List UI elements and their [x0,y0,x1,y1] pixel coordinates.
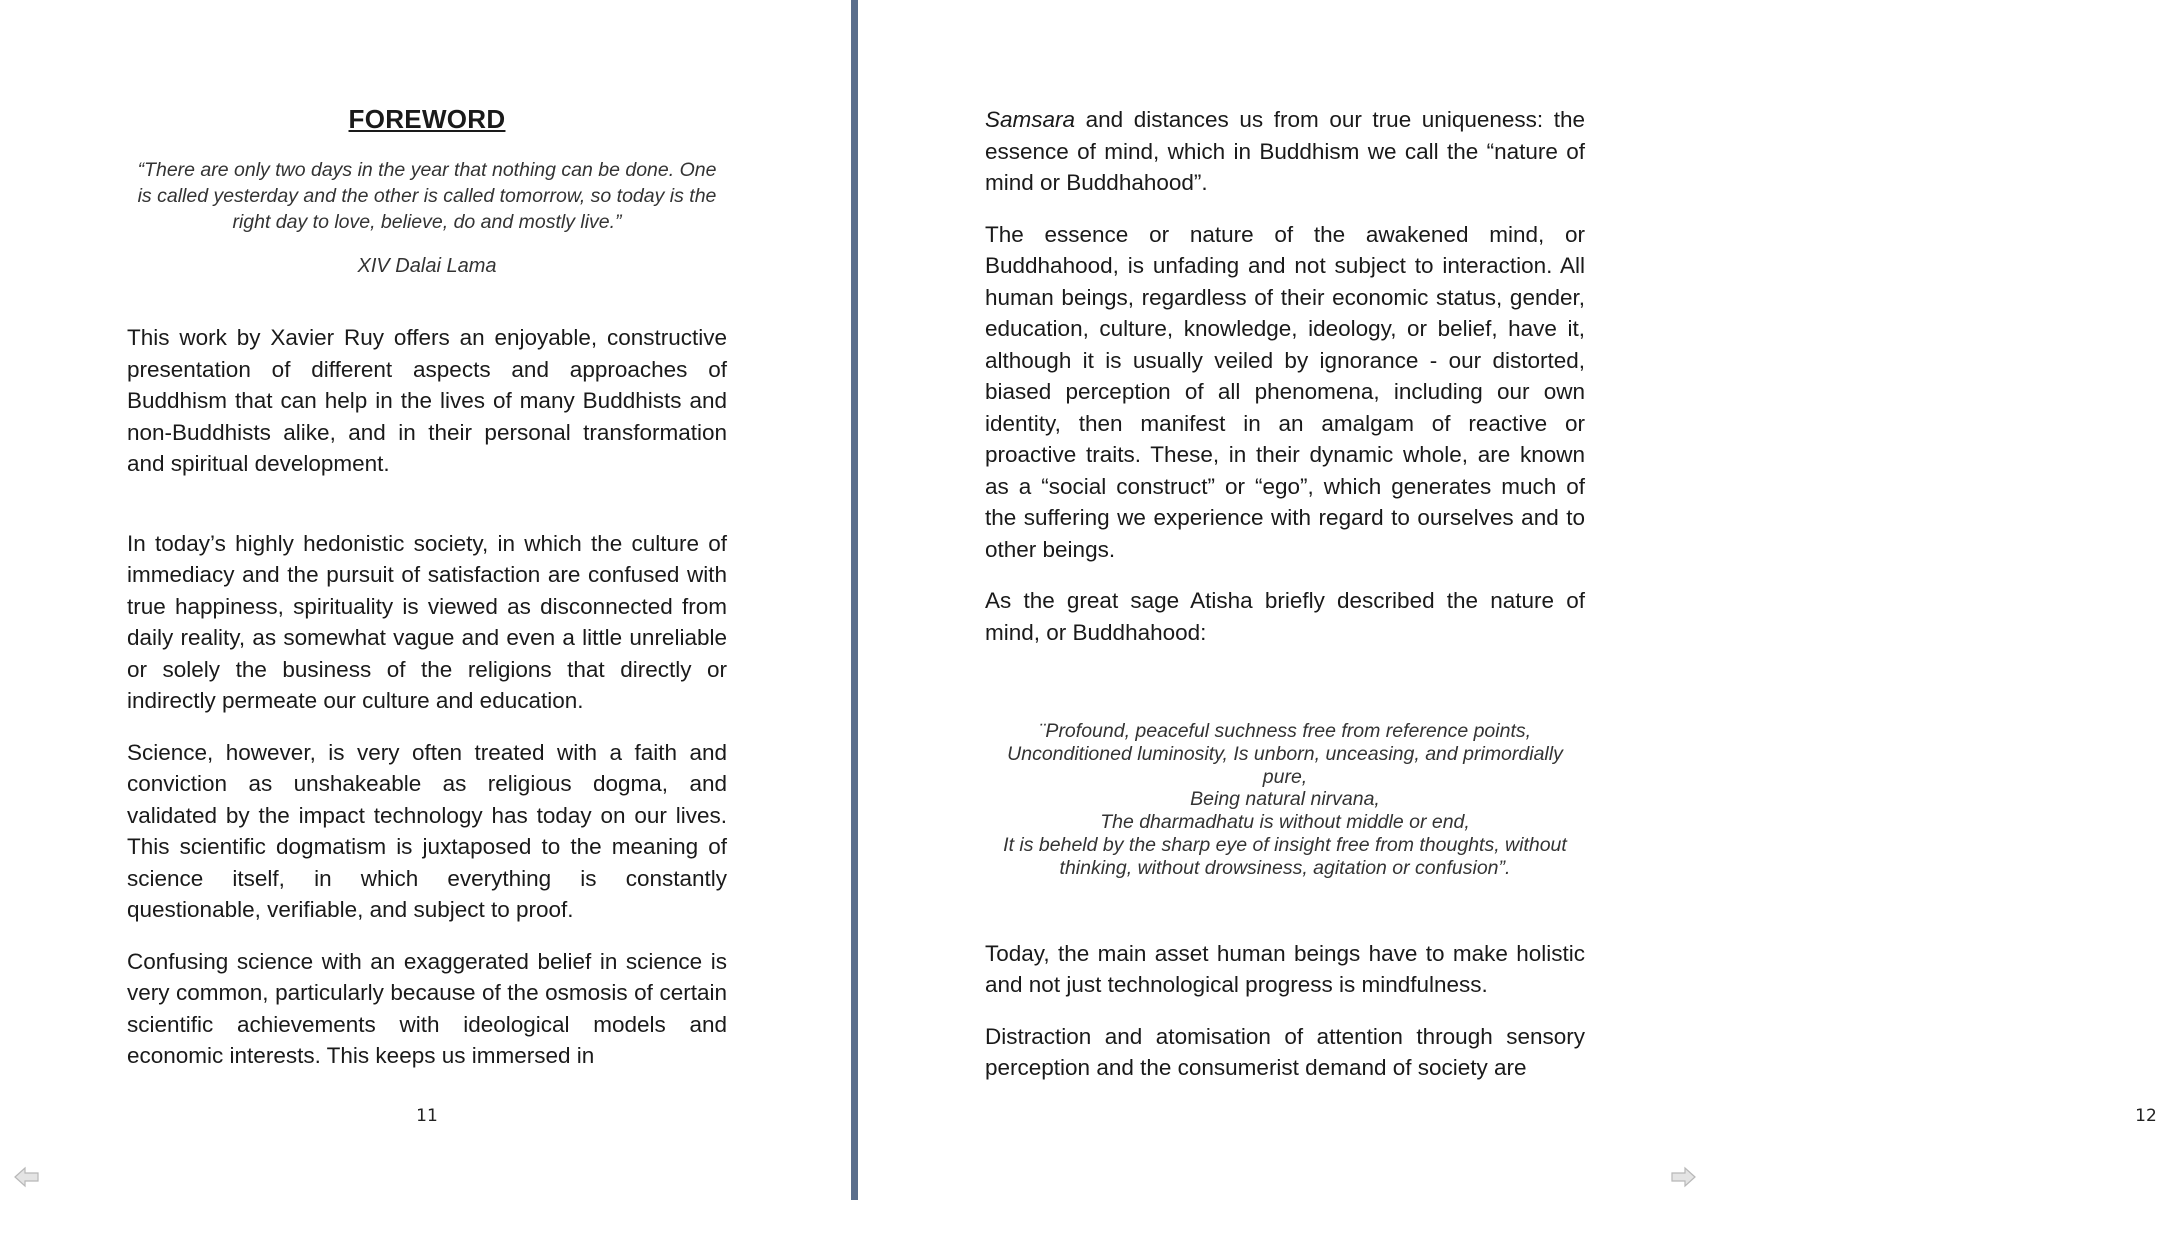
right-page [859,0,2157,1200]
paragraph: Today, the main asset human beings have to make holistic and not just technological progress is mindfulness. [985,940,1585,998]
paragraph: Science, however, is very often treated with a faith and conviction as unshakeable as religious dogma, and validated by the impact technology has today on our lives. This scientific dogmatism is juxtaposed to the meaning of science itself, in which everything is constantly questionable, verifiable, and subject to proof. [127,739,727,922]
verse-line: Unconditioned luminosity, Is unborn, unceasing, and primordially pure, [1007,742,1563,788]
epigraph-quote: “There are only two days in the year that nothing can be done. One is called yesterday and the other is called tomorrow, so today is the right day to love, believe, do and mostly live.” [137,159,717,233]
page-number: 12 [2135,1106,2157,1126]
paragraph: In today’s highly hedonistic society, in which the culture of immediacy and the pursuit of satisfaction are confused with true happiness, spirituality is viewed as disconnected from daily reality, as somewhat vague and even a little unreliable or solely the business of the religions that directly or indirectly permeate our culture and education. [127,530,727,713]
verse-line: ¨Profound, peaceful suchness free from reference points, [1038,720,1532,742]
epigraph-attribution: XIV Dalai Lama [357,255,497,277]
atisha-verse [985,720,1585,880]
verse-line: The dharmadhatu is without middle or end, [1100,811,1470,834]
verse-line: Being natural nirvana, [1190,788,1380,811]
samsara-term: Samsara [985,107,1076,132]
left-page [0,0,851,1200]
foreword-title: FOREWORD [348,104,506,134]
paragraph: As the great sage Atisha briefly described the nature of mind, or Buddhahood: [985,588,1585,645]
right-page-content [985,104,1585,1084]
paragraph-text: and distances us from our true uniqueness: the essence of mind, which in Buddhism we call the “nature of mind or Buddhahood”. [985,107,1585,195]
left-page-content [127,104,727,1072]
page-number: 11 [416,1106,438,1126]
arrow-right-icon[interactable] [1670,1166,1696,1188]
paragraph: The essence or nature of the awakened mind, or Buddhahood, is unfading and not subject to interaction. All human beings, regardless of their economic status, gender, education, culture, knowledge, ideology, or belief, have it, although it is usually veiled by ignorance - our distorted, biased perception of all phenomena, including our own identity, then manifest in an amalgam of reactive or proactive traits. These, in their dynamic whole, are known as a “social construct” or “ego”, which generates much of the suffering we experience with regard to ourselves and to other beings. [985,221,1585,562]
paragraph: Confusing science with an exaggerated belief in science is very common, particularly because of the osmosis of certain scientific achievements with ideological models and economic interests. This keeps us immersed in [127,948,727,1068]
arrow-left-icon[interactable] [14,1166,40,1188]
verse-line: It is beheld by the sharp eye of insight free from thoughts, without thinking, without drowsiness, agitation or confusion”. [1003,833,1567,879]
paragraph: Distraction and atomisation of attention through sensory perception and the consumerist demand of society are [985,1023,1585,1081]
page-divider [851,0,858,1200]
paragraph: This work by Xavier Ruy offers an enjoyable, constructive presentation of different aspects and approaches of Buddhism that can help in the lives of many Buddhists and non-Buddhists alike, and in their personal transformation and spiritual development. [127,325,727,476]
paragraph [985,104,1585,199]
